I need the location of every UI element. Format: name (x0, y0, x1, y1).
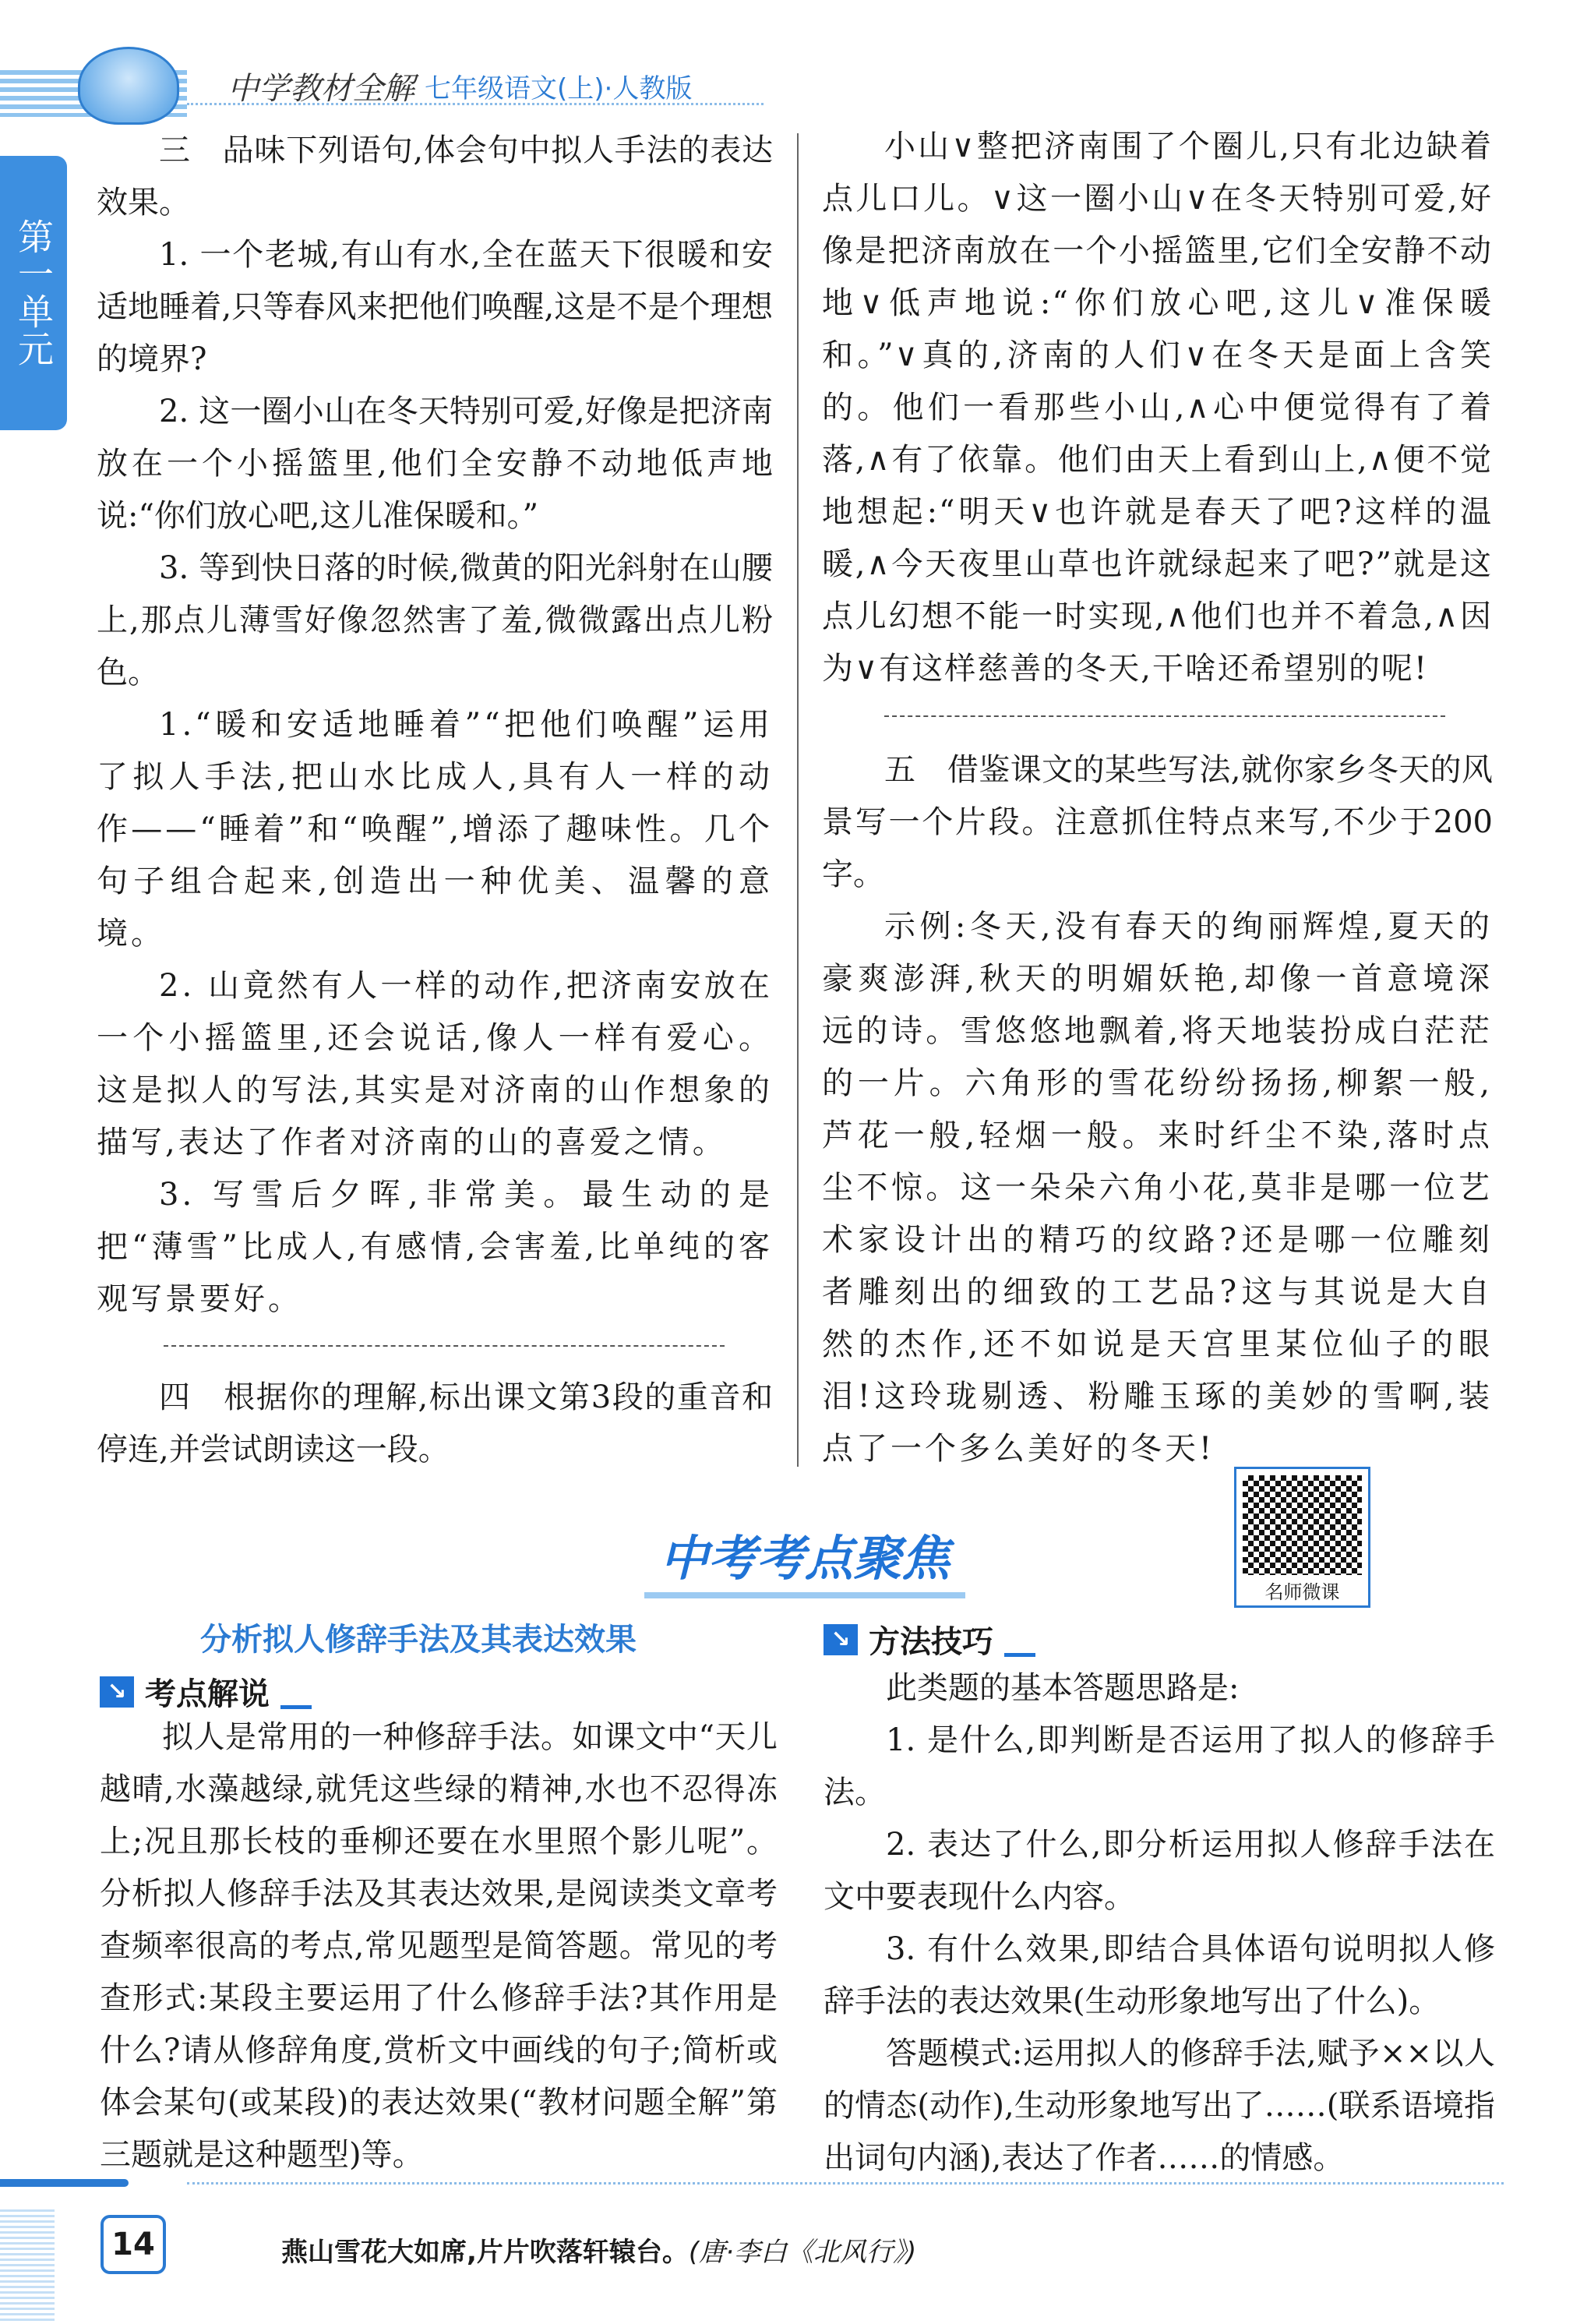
method-list (824, 1662, 1495, 2184)
footer-quote (281, 2230, 916, 2269)
explain-text: 拟人是常用的一种修辞手法。如课文中“天儿越晴,水藻越绿,就凭这些绿的精神,水也不忍得冻上;况且那长枝的垂柳还要在水里照个影儿呢”。分析拟人修辞手法及其表达效果,是阅读类文章考查频率很高的考点,常见题型是简答题。常见的考查形式:某段主要运用了什么修辞手法?其作用是什么?请从修辞角度,赏析文中画线的句子;简析或体会某句(或某段)的表达效果(“教材问题全解”第三题就是这种题型)等。 (100, 1719, 778, 2173)
method-item: 答题模式:运用拟人的修辞手法,赋予××以人的情态(动作),生动形象地写出了……(联系语境指出词句内涵),表达了作者……的情感。 (824, 2036, 1495, 2176)
footer-divider (0, 2179, 1504, 2187)
divider (884, 715, 1445, 717)
topic-subtitle: 分析拟人修辞手法及其表达效果 (200, 1622, 637, 1658)
method-item: 2. 表达了什么,即分析运用拟人修辞手法在文中要表现什么内容。 (824, 1827, 1495, 1915)
method-item: 3. 有什么效果,即结合具体语句说明拟人修辞手法的表达效果(生动形象地写出了什么)。 (824, 1931, 1495, 2019)
q3-answer: 2. 山竟然有人一样的动作,把济南安放在一个小摇篮里,还会说话,像人一样有爱心。这是拟人的写法,其实是对济南的山作想象的描写,表达了作者对济南的山的喜爱之情。 (97, 968, 773, 1160)
question-3-title: 三 品味下列语句,体会句中拟人手法的表达效果。 (97, 132, 773, 221)
quote-source: (唐·李白《北风行》) (688, 2237, 917, 2268)
q4-answer: 小山∨整把济南围了个圈儿,只有北边缺着点儿口儿。∨这一圈小山∨在冬天特别可爱,好像是把济南放在一个小摇篮里,它们全安静不动地∨低声地说:“你们放心吧,这儿∨准保暖和。”∨真的,济南的人们∨在冬天是面上含笑的。他们一看那些小山,∧心中便觉得有了着落,∧有了依靠。他们由天上看到山上,∧便不觉地想起:“明天∨也许就是春天了吧?这样的温暖,∧今天夜里山草也许就绿起来了吧?”就是这点儿幻想不能一时实现,∧他们也并不着急,∧因为∨有这样慈善的冬天,干啥还希望别的呢! (822, 129, 1493, 687)
qr-caption: 名师微课 (1264, 1581, 1340, 1603)
left-column (97, 125, 773, 1326)
q3-item: 2. 这一圈小山在冬天特别可爱,好像是把济南放在一个小摇篮里,他们全安静不动地低声地说:“你们放心吧,这儿准保暖和。” (97, 394, 773, 534)
header-divider (187, 103, 764, 105)
arrow-icon: ↘ (824, 1624, 858, 1655)
explain-label (100, 1669, 312, 1714)
section-title: 中考考点聚焦 (644, 1520, 965, 1598)
arrow-icon: ↘ (100, 1676, 134, 1708)
method-label (824, 1617, 1035, 1662)
method-item: 1. 是什么,即判断是否运用了拟人的修辞手法。 (824, 1722, 1495, 1810)
method-item: 此类题的基本答题思路是: (886, 1670, 1240, 1706)
column-divider (797, 133, 799, 1467)
quote-text: 燕山雪花大如席,片片吹落轩辕台。 (281, 2237, 689, 2268)
q3-answer: 1.“暖和安适地睡着”“把他们唤醒”运用了拟人手法,把山水比成人,具有人一样的动作——“睡着”和“唤醒”,增添了趣味性。几个句子组合起来,创造出一种优美、温馨的意境。 (97, 707, 773, 952)
footer-pattern (0, 2209, 55, 2324)
book-logo-icon (78, 47, 179, 125)
q5-answer: 示例:冬天,没有春天的绚丽辉煌,夏天的豪爽澎湃,秋天的明媚妖艳,却像一首意境深远的诗。雪悠悠地飘着,将天地装扮成白茫茫的一片。六角形的雪花纷纷扬扬,柳絮一般,芦花一般,轻烟一般。来时纤尘不染,落时点尘不惊。这一朵朵六角小花,莫非是哪一位艺术家设计出的精巧的纹路?还是哪一位雕刻者雕刻出的细致的工艺品?这与其说是大自然的杰作,还不如说是天宫里某位仙子的眼泪!这玲珑剔透、粉雕玉琢的美妙的雪啊,装点了一个多么美好的冬天! (822, 909, 1493, 1467)
question-5-title: 五 借鉴课文的某些写法,就你家乡冬天的风景写一个片段。注意抓住特点来写,不少于200字。 (822, 752, 1493, 892)
method-label-text: 方法技巧 (869, 1624, 993, 1660)
q3-item: 3. 等到快日落的时候,微黄的阳光斜射在山腰上,那点儿薄雪好像忽然害了羞,微微露出点儿粉色。 (97, 550, 773, 690)
qr-code-icon (1243, 1475, 1362, 1575)
page-number: 14 (101, 2215, 166, 2274)
book-title: 七年级语文(上)·人教版 (425, 73, 693, 104)
divider (164, 1345, 725, 1347)
series-title: 中学教材全解 (227, 71, 414, 107)
explain-label-text: 考点解说 (145, 1676, 270, 1712)
question-5 (822, 744, 1493, 1475)
q3-item: 1. 一个老城,有山有水,全在蓝天下很暖和安适地睡着,只等春风来把他们唤醒,这是不是个理想的境界? (97, 237, 773, 377)
question-4-title: 四 根据你的理解,标出课文第3段的重音和停连,并尝试朗读这一段。 (97, 1379, 773, 1468)
q3-answer: 3. 写雪后夕晖,非常美。最生动的是把“薄雪”比成人,有感情,会害羞,比单纯的客观写景要好。 (97, 1177, 773, 1317)
right-column (822, 121, 1493, 695)
unit-tab: 第一单元 (0, 156, 67, 430)
qr-code[interactable] (1234, 1467, 1370, 1608)
